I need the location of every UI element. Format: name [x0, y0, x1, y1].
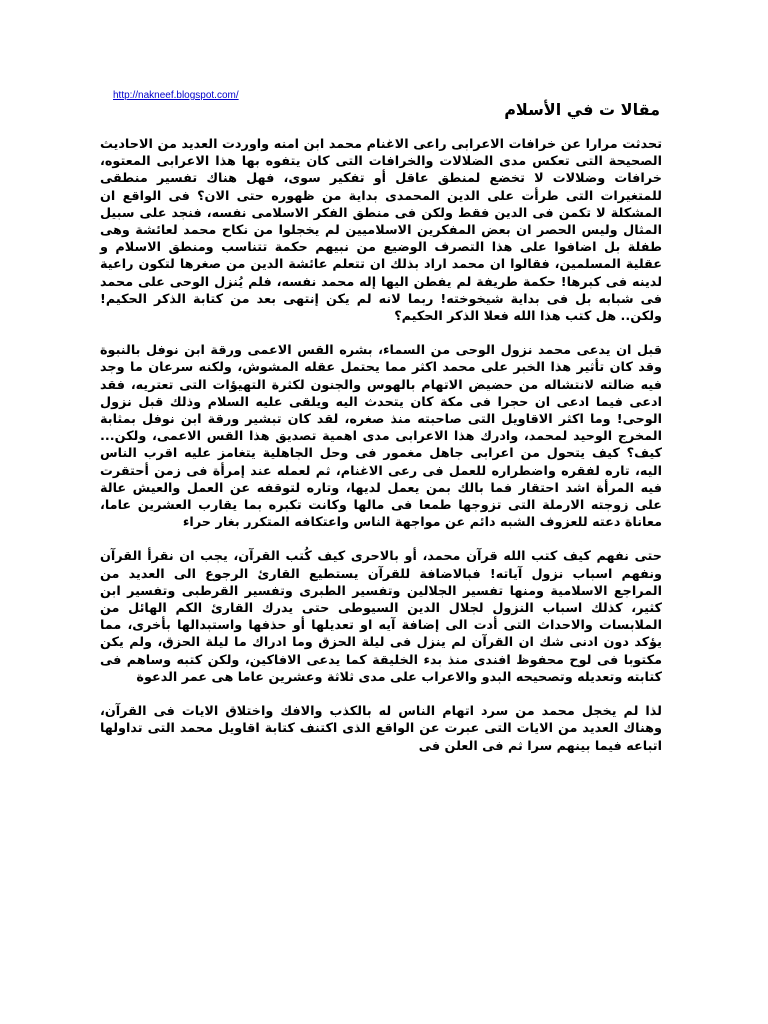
blog-url-link[interactable]: http://nakneef.blogspot.com/: [113, 90, 239, 101]
page-title: مقالا ت في الأسلام: [504, 100, 660, 119]
paragraph-4: لذا لم يخجل محمد من سرد اتهام الناس له بالكذب والافك واختلاق الايات فى القرآن، وهناك العديد من الايات التى عبرت عن الواقع الذى اكتنف كتابة اقاويل محمد التى تداولها اتباعه فيما بينهم سرا ثم فى العلن فى: [100, 704, 662, 754]
paragraph-1: تحدثت مرارا عن خرافات الاعرابى راعى الاغنام محمد ابن امنه واوردت العديد من الاحاديث الصحيحة التى تعكس مدى الضلالات والخرافات التى كان يتفوه بها هذا الاعرابى المعتوه، خرافات وضلالات لا تخضع لمنطق عاقل أو تفكير سوى، فهل هناك تفسير منطقى للمتغيرات التى طرأت على الدين المحمدى بداية من ظهوره حتى الان؟ فى الواقع ان المشكلة لا تكمن فى الدين فقط ولكن فى منطق الفكر الاسلامى نفسه، فنجد على سبيل المثال وليس الحصر ان بعض المفكرين الاسلاميين لم يخجلوا من نكاح محمد لعائشة وهى طفلة بل اضافوا على هذا التصرف الوضيع من نبيهم حكمة تتناسب ومنطق الاسلام و عقلية المسلمين، فقالوا ان محمد اراد بذلك ان تتعلم عائشة الدين من صغرها لتكون راعية لدينه فى كبرها! حكمة طريفة لم يفطن اليها إله محمد نفسه، فلم يُنزل الوحى على محمد فى شبابه بل فى بداية شيخوخته! ربما لانه لم يكن إنتهى بعد من كتابة الذكر الحكيم! ولكن.. هل كتب هذا الله فعلا الذكر الحكيم؟: [100, 137, 662, 325]
article-body: [100, 136, 662, 772]
paragraph-2: قبل ان يدعى محمد نزول الوحى من السماء، بشره القس الاعمى ورقة ابن نوفل بالنبوة وقد كان تأثير هذا الخبر على محمد اكثر مما يحتمل عقله المشوش، ولكنه سرعان ما وجد فيه ضالته لانتشاله من حضيض الاتهام بالهوس والجنون لكثرة التهيؤات التى تعتريه، فقد ادعى فيما ادعى ان حجرا فى مكة كان يتحدث اليه ويلقى عليه السلام وذلك قبل نزول الوحى! وما اكثر الاقاويل التى صاحبته منذ صغره، لقد كان تبشير ورقة ابن نوفل بمثابة المخرج الوحيد لمحمد، وادرك هذا الاعرابى مدى اهمية تصديق هذا القس الاعمى، ولكن... كيف؟ كيف يتحول من اعرابى جاهل مغمور فى وحل الجاهلية يتغامز عليه اقرب الناس اليه، تاره لفقره واضطراره للعمل فى رعى الاغنام، ثم لعمله عند إمرأة فى زمن أحتقرت فيه المرأة اشد احتقار فما بالك بمن يعمل لديها، وتاره لتوقفه عن العمل والعيش عالة على زوجته الارملة التى تزوجها طمعا فى مالها وكانت تكبره بما يقارب العشرين عاما، معاناة دعته للعزوف الشبه دائم عن مواجهة الناس واعتكافه المتكرر بغار حراء: [100, 343, 662, 531]
paragraph-3: حتى نفهم كيف كتب الله قرآن محمد، أو بالاحرى كيف كُتب القرآن، يجب ان نقرأ القرآن ونفهم اسباب نزول آياته! فبالاضافة للقرآن يستطيع القارئ الرجوع الى العديد من المراجع الاسلامية ومنها تفسير الجلالين وتفسير الطبرى وتفسير القرطبى وتفسير ابن كثير، كذلك اسباب النزول لجلال الدين السيوطى حتى يدرك القارئ الكم الهائل من الملابسات والاحداث التى أدت الى إضافة آيه او تعديلها أو حذفها واستبدالها بأخرى، مما يؤكد دون ادنى شك ان القرآن لم ينزل فى ليلة الحزق وما ادراك ما ليلة الحزق، ولم يكن مكتوبا فى لوح محفوظ افندى منذ بدء الخليقة كما يدعى الافاكين، ولكن كتبه وساهم فى كتابته وتعديله وتصحيحه البدو والاعراب على مدى ثلاثة وعشرين عاما هى عمر الدعوة: [100, 549, 662, 685]
